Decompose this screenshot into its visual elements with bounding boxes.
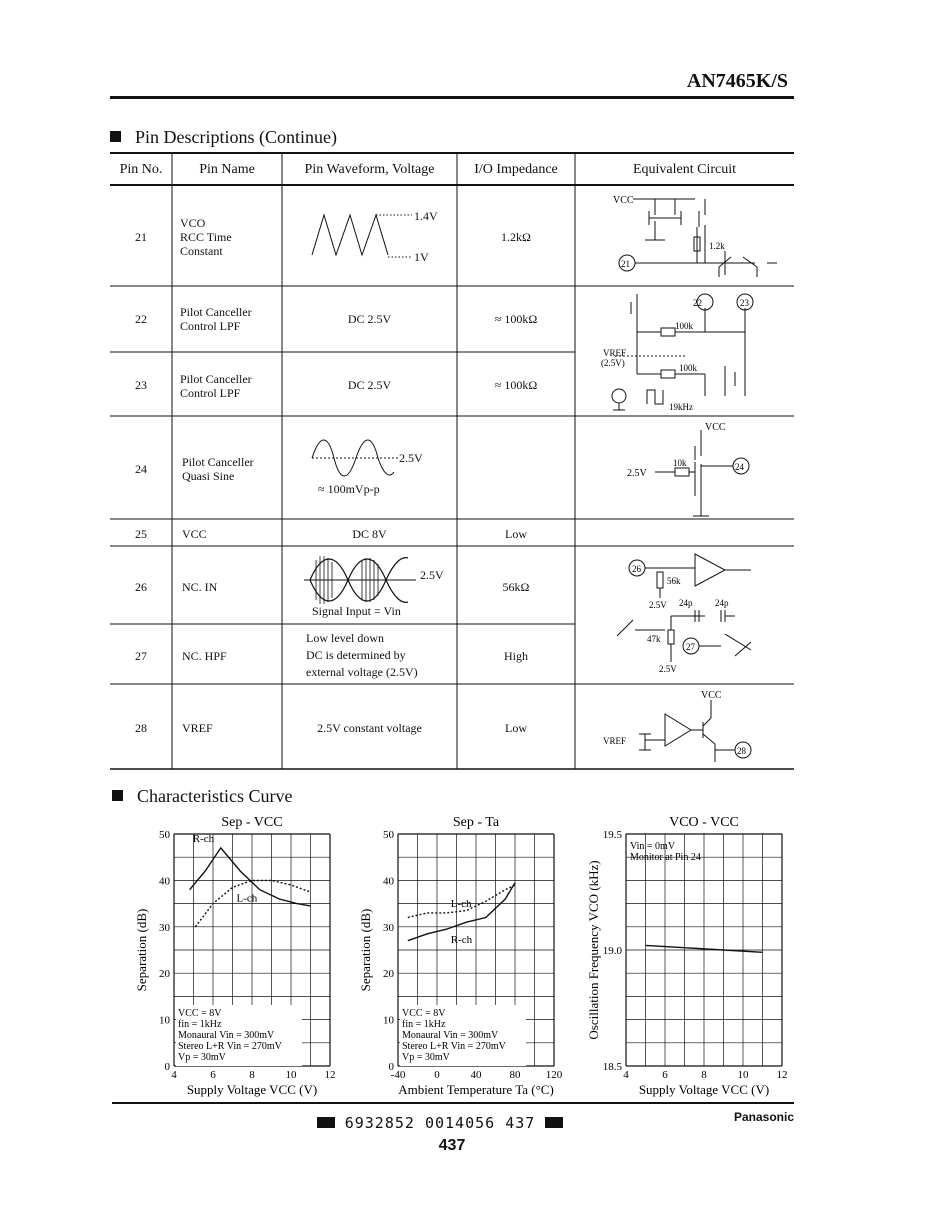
pin-name-line: Constant xyxy=(180,244,223,258)
x-axis-label: Ambient Temperature Ta (°C) xyxy=(398,1082,554,1097)
pin-name-23 xyxy=(180,372,252,400)
annotation-line: fin = 1kHz xyxy=(402,1019,446,1030)
pin-no-27: 27 xyxy=(135,649,147,663)
y-tick-label: 18.5 xyxy=(602,1061,622,1073)
curve-section-title-text: Characteristics Curve xyxy=(137,786,293,806)
pin-no-24: 24 xyxy=(135,462,147,476)
waveform-amplitude-24: ≈ 100mVp-p xyxy=(318,482,380,496)
circuit-26-cap-b: 24p xyxy=(715,598,729,608)
y-axis-label: Oscillation Frequency VCO (kHz) xyxy=(586,860,601,1040)
circuit-24-vcc: VCC xyxy=(705,422,726,433)
x-tick-label: 8 xyxy=(249,1069,255,1081)
x-tick-label: 0 xyxy=(434,1069,440,1081)
chart-sep-vcc xyxy=(130,808,340,1100)
circuit-22-pin-a: 22 xyxy=(693,298,702,308)
circuit-24-pin: 24 xyxy=(735,462,744,472)
circuit-22-pin-b: 23 xyxy=(740,298,749,308)
waveform-level-26: 2.5V xyxy=(420,568,444,582)
circuit-21-pin: 21 xyxy=(621,259,630,269)
pin-name-25: VCC xyxy=(182,527,207,541)
circuit-22-freq: 19kHz xyxy=(669,402,693,412)
x-tick-label: 6 xyxy=(210,1069,216,1081)
note-27 xyxy=(306,630,418,681)
x-tick-label: 4 xyxy=(623,1069,629,1081)
y-tick-label: 10 xyxy=(383,1014,394,1027)
circuit-28-vcc: VCC xyxy=(701,690,722,701)
circuit-26-v-b: 2.5V xyxy=(659,664,677,674)
pin-no-22: 22 xyxy=(135,312,147,326)
pin-name-line: VCO xyxy=(180,216,206,230)
y-tick-label: 50 xyxy=(159,829,170,841)
x-tick-label: 80 xyxy=(509,1069,521,1081)
chart-vco-vcc xyxy=(582,808,792,1100)
y-tick-label: 0 xyxy=(388,1061,394,1073)
x-tick-label: 8 xyxy=(701,1069,707,1081)
impedance-23: ≈ 100kΩ xyxy=(494,378,538,392)
chart-sep-ta xyxy=(354,808,568,1100)
circuit-22-vref-val: (2.5V) xyxy=(601,358,625,368)
voltage-23: DC 2.5V xyxy=(347,378,392,392)
curve-section-title xyxy=(112,786,292,807)
brand-name: Panasonic xyxy=(733,1110,794,1124)
annotation-line: Stereo L+R Vin = 270mV xyxy=(402,1041,506,1052)
y-axis-label: Separation (dB) xyxy=(358,908,373,992)
pin-name-line: Quasi Sine xyxy=(182,469,235,483)
pin-name-line: Pilot Canceller xyxy=(180,372,252,386)
series-label: L-ch xyxy=(236,892,258,905)
circuit-22-vref: VREF xyxy=(603,348,627,358)
annotation-line: Stereo L+R Vin = 270mV xyxy=(178,1041,282,1052)
note-line: DC is determined by xyxy=(306,648,406,662)
col-pin-name: Pin Name xyxy=(199,162,255,177)
pin-table xyxy=(110,152,794,770)
circuit-21-res: 1.2k xyxy=(709,241,725,251)
pin-no-28: 28 xyxy=(135,721,147,735)
y-tick-label: 19.0 xyxy=(602,945,622,957)
part-number: AN7465K/S xyxy=(686,70,788,92)
circuit-26-v-a: 2.5V xyxy=(649,600,667,610)
col-impedance: I/O Impedance xyxy=(474,162,558,177)
x-tick-label: 10 xyxy=(285,1069,297,1081)
pin-name-21 xyxy=(180,216,232,258)
x-tick-label: 4 xyxy=(171,1069,177,1081)
y-tick-label: 20 xyxy=(383,968,394,981)
circuit-26-pin-b: 27 xyxy=(686,642,695,652)
pin-name-line: Pilot Canceller xyxy=(180,305,252,319)
col-pin-no: Pin No. xyxy=(119,162,163,177)
y-tick-label: 30 xyxy=(383,921,394,934)
impedance-27: High xyxy=(504,649,528,663)
circuit-26-pin-a: 26 xyxy=(632,564,641,574)
circuit-21 xyxy=(575,185,794,286)
pin-name-line: Control LPF xyxy=(180,319,241,333)
circuit-26-27 xyxy=(575,546,794,684)
y-tick-label: 50 xyxy=(383,829,394,841)
circuit-22-23 xyxy=(575,286,794,416)
series-label: L-ch xyxy=(450,897,472,910)
y-tick-label: 20 xyxy=(159,968,170,981)
pin-name-line: RCC Time xyxy=(180,230,232,244)
voltage-22: DC 2.5V xyxy=(347,312,392,326)
circuit-28-pin: 28 xyxy=(737,746,746,756)
barcode-block-icon xyxy=(545,1117,563,1128)
series-line xyxy=(408,883,515,941)
annotation-line: Vp = 30mV xyxy=(402,1052,450,1063)
waveform-level-24: 2.5V xyxy=(399,451,423,465)
col-circuit: Equivalent Circuit xyxy=(632,162,737,177)
y-axis-label: Separation (dB) xyxy=(134,908,149,992)
col-waveform: Pin Waveform, Voltage xyxy=(304,162,435,177)
x-tick-label: 6 xyxy=(662,1069,668,1081)
y-tick-label: 10 xyxy=(159,1014,170,1027)
note-line: Low level down xyxy=(306,631,384,645)
impedance-26: 56kΩ xyxy=(502,580,530,594)
x-axis-label: Supply Voltage VCC (V) xyxy=(638,1082,770,1097)
x-tick-label: 10 xyxy=(737,1069,749,1081)
bullet-square-icon xyxy=(110,131,121,142)
impedance-28: Low xyxy=(505,721,527,735)
annotation-line: Monaural Vin = 300mV xyxy=(178,1030,275,1041)
pin-name-28: VREF xyxy=(182,721,213,735)
annotation-line: fin = 1kHz xyxy=(178,1019,222,1030)
footer-code xyxy=(300,1114,580,1132)
chart-title: Sep - VCC xyxy=(221,815,283,830)
sawtooth-waveform xyxy=(282,185,457,286)
barcode-block-icon xyxy=(317,1117,335,1128)
annotation-line: Monitor at Pin 24 xyxy=(630,852,701,863)
footer-code-text: 6932852 0014056 437 xyxy=(344,1114,536,1132)
annotation-line: VCC = 8V xyxy=(178,1008,222,1019)
pin-name-22 xyxy=(180,305,252,333)
note-line: external voltage (2.5V) xyxy=(306,665,418,679)
page-number: 437 xyxy=(438,1137,466,1154)
pin-no-23: 23 xyxy=(135,378,147,392)
circuit-24-res: 10k xyxy=(673,458,687,468)
series-label: R-ch xyxy=(192,832,215,845)
y-tick-label: 40 xyxy=(383,875,394,888)
pin-no-26: 26 xyxy=(135,580,147,594)
x-tick-label: 12 xyxy=(776,1069,788,1081)
impedance-25: Low xyxy=(505,527,527,541)
circuit-22-res-b: 100k xyxy=(679,363,697,373)
pin-no-21: 21 xyxy=(135,230,147,244)
pin-section-title xyxy=(110,127,337,148)
annotation-line: Vin = 0mV xyxy=(630,841,676,852)
bullet-square-icon xyxy=(112,790,123,801)
circuit-24-in: 2.5V xyxy=(627,468,647,479)
impedance-21: 1.2kΩ xyxy=(501,230,531,244)
chart-title: VCO - VCC xyxy=(669,815,739,830)
circuit-24 xyxy=(575,416,794,519)
circuit-28-vref: VREF xyxy=(603,736,627,746)
x-axis-label: Supply Voltage VCC (V) xyxy=(186,1082,318,1097)
series-label: R-ch xyxy=(450,934,473,947)
circuit-26-res-b: 47k xyxy=(647,634,661,644)
chart-title: Sep - Ta xyxy=(452,815,500,830)
waveform-caption-26: Signal Input = Vin xyxy=(312,604,401,618)
y-tick-label: 19.5 xyxy=(602,829,622,841)
voltage-28: 2.5V constant voltage xyxy=(317,721,422,735)
y-tick-label: 0 xyxy=(164,1061,170,1073)
circuit-26-cap-a: 24p xyxy=(679,598,693,608)
pin-name-26: NC. IN xyxy=(182,580,218,594)
circuit-21-vcc: VCC xyxy=(613,195,634,206)
pin-name-line: Pilot Canceller xyxy=(182,455,254,469)
circuit-22-res-a: 100k xyxy=(675,321,693,331)
pin-no-25: 25 xyxy=(135,527,147,541)
circuit-26-res-a: 56k xyxy=(667,576,681,586)
pin-name-27: NC. HPF xyxy=(182,649,227,663)
waveform-high-label: 1.4V xyxy=(414,209,438,223)
circuit-28 xyxy=(575,684,794,769)
annotation-line: Monaural Vin = 300mV xyxy=(402,1030,499,1041)
header-rule xyxy=(110,96,794,99)
pin-section-title-text: Pin Descriptions (Continue) xyxy=(135,127,337,147)
waveform-low-label: 1V xyxy=(414,250,429,264)
y-tick-label: 40 xyxy=(159,875,170,888)
pin-name-24 xyxy=(182,455,254,483)
impedance-22: ≈ 100kΩ xyxy=(494,312,538,326)
x-tick-label: 120 xyxy=(545,1069,563,1081)
annotation-line: Vp = 30mV xyxy=(178,1052,226,1063)
annotation-line: VCC = 8V xyxy=(402,1008,446,1019)
sine-waveform xyxy=(282,416,457,519)
x-tick-label: 12 xyxy=(324,1069,336,1081)
x-tick-label: 40 xyxy=(470,1069,482,1081)
footer-rule xyxy=(112,1102,794,1104)
x-tick-label: -40 xyxy=(390,1069,406,1081)
y-tick-label: 30 xyxy=(159,921,170,934)
voltage-25: DC 8V xyxy=(352,527,387,541)
pin-name-line: Control LPF xyxy=(180,386,241,400)
